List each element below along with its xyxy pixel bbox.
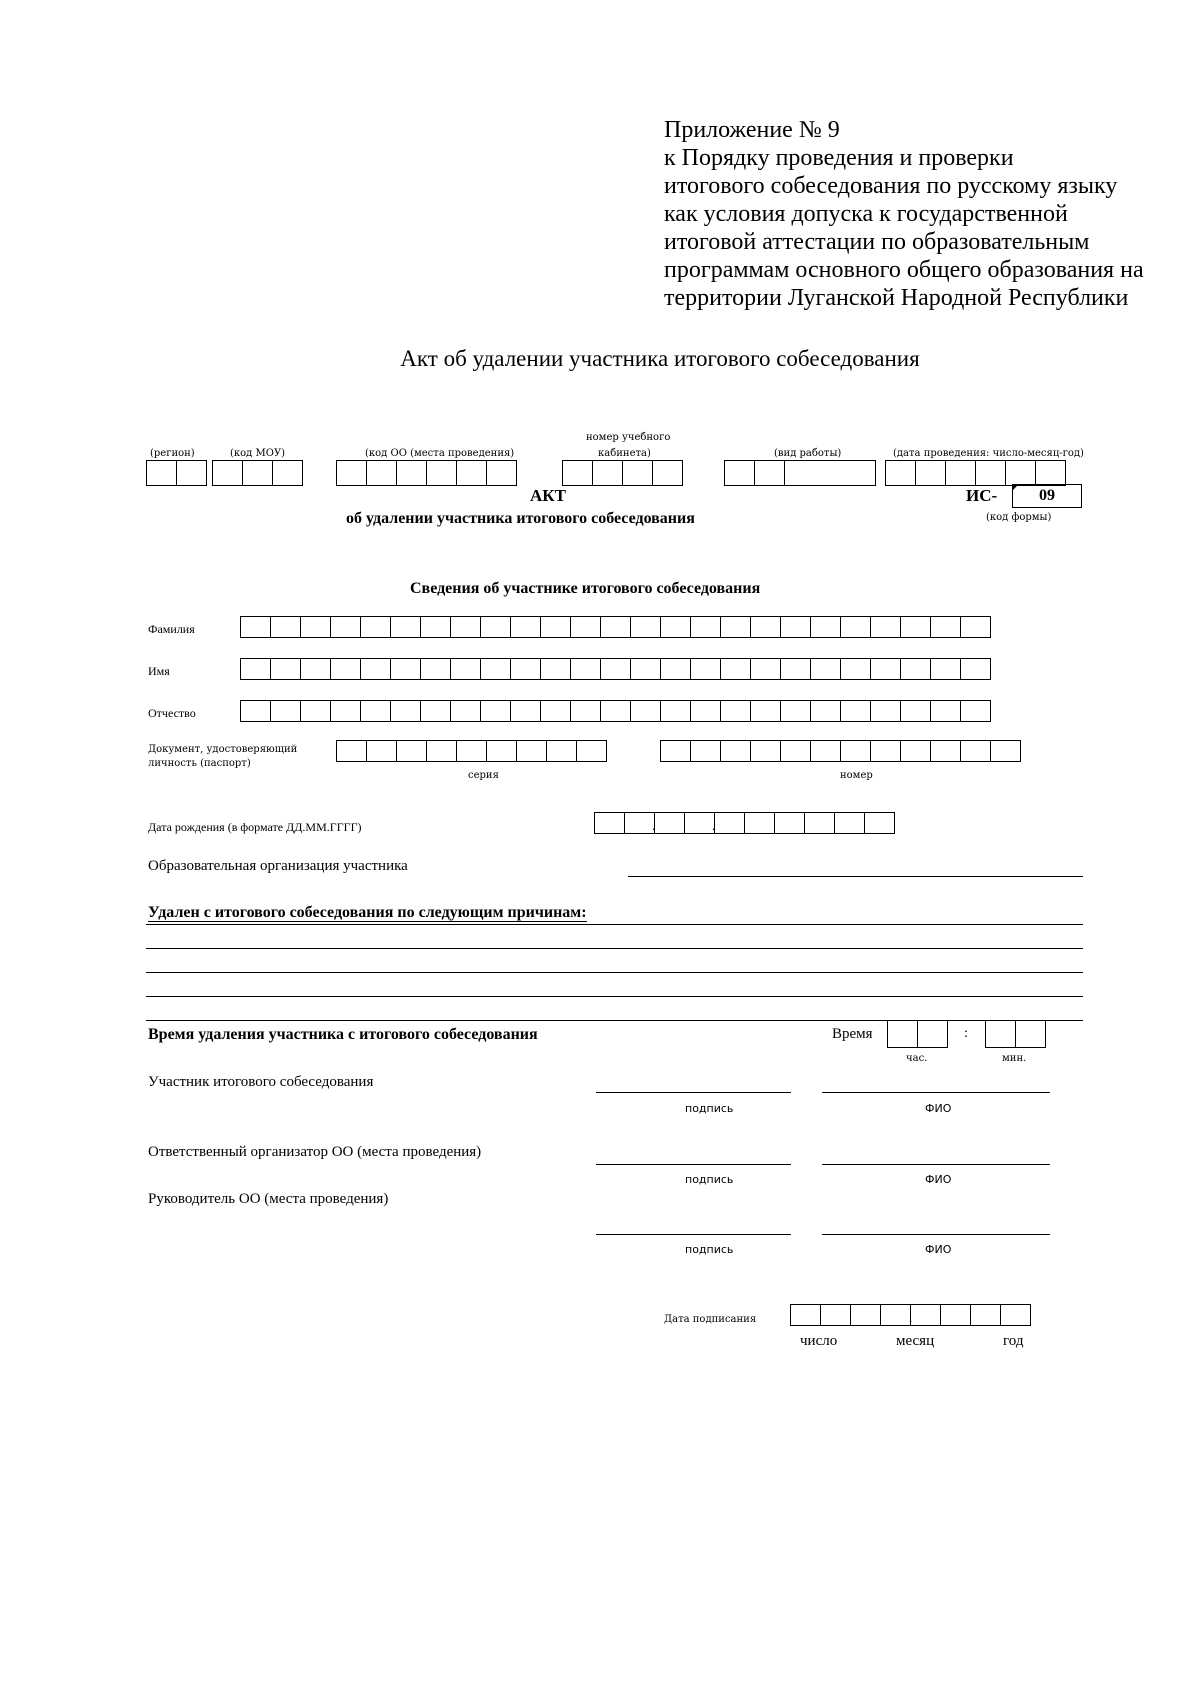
signing-date-label: Дата подписания [664,1314,757,1325]
character-cell[interactable] [426,740,457,762]
character-cell[interactable] [300,616,331,638]
character-cell[interactable] [390,616,421,638]
organizer-fio-line[interactable] [822,1164,1050,1165]
character-cell[interactable] [870,616,901,638]
character-cell[interactable] [930,658,961,680]
birth-date-boxes[interactable]: . . [594,812,894,834]
character-cell[interactable] [750,700,781,722]
character-cell[interactable] [960,658,991,680]
number-caption: номер [840,770,873,781]
appendix-line: территории Луганской Народной Республики [664,285,1129,311]
character-cell[interactable] [480,700,511,722]
mou-boxes[interactable] [212,460,302,486]
appendix-line: итогового собеседования по русскому языку [664,173,1118,199]
character-cell[interactable] [630,616,661,638]
room-boxes[interactable] [562,460,682,486]
character-cell[interactable] [690,740,721,762]
signature-caption: подпись [685,1243,734,1256]
character-cell[interactable] [396,740,427,762]
reason-line[interactable] [146,996,1083,997]
minutes-caption: мин. [1002,1053,1027,1064]
birth-date-label: Дата рождения (в формате ДД.ММ.ГГГГ) [148,820,362,834]
surname-boxes[interactable] [240,616,990,638]
patronymic-label: Отчество [148,706,196,720]
removal-time-title: Время удаления участника с итогового собеседования [148,1026,538,1043]
oo-boxes[interactable] [336,460,516,486]
character-cell[interactable] [546,740,577,762]
character-cell[interactable] [960,616,991,638]
appendix-line: как условия допуска к государственной [664,201,1068,227]
character-cell[interactable] [870,658,901,680]
character-cell[interactable] [930,700,961,722]
head-signature-line[interactable] [596,1234,791,1235]
character-cell[interactable] [330,616,361,638]
character-cell[interactable] [870,700,901,722]
organization-line[interactable] [628,876,1083,877]
character-cell[interactable] [600,658,631,680]
character-cell[interactable] [900,740,931,762]
character-cell[interactable] [780,700,811,722]
character-cell[interactable] [330,658,361,680]
character-cell[interactable] [270,658,301,680]
participant-section-title: Сведения об участнике итогового собеседования [410,580,761,597]
character-cell[interactable] [420,616,451,638]
appendix-block [664,116,1184,312]
appendix-line: к Порядку проведения и проверки [664,145,1014,171]
character-cell[interactable] [930,740,961,762]
form-code-corner-mark [1012,484,1019,491]
character-cell[interactable] [720,740,751,762]
character-cell[interactable] [450,658,481,680]
form-code-caption: (код формы) [986,512,1052,523]
name-boxes[interactable] [240,658,990,680]
character-cell[interactable] [420,700,451,722]
fio-caption: ФИО [925,1173,952,1186]
character-cell[interactable] [420,658,451,680]
character-cell[interactable] [810,740,841,762]
character-cell[interactable] [720,616,751,638]
organization-label: Образовательная организация участника [148,858,408,874]
character-cell[interactable] [240,616,271,638]
region-boxes[interactable] [146,460,206,486]
appendix-line: Приложение № 9 [664,117,840,143]
time-label: Время [832,1026,873,1042]
character-cell[interactable] [750,658,781,680]
character-cell[interactable] [690,616,721,638]
hours-caption: час. [906,1053,928,1064]
time-colon: : [964,1026,968,1041]
character-cell[interactable] [480,658,511,680]
character-cell[interactable] [570,658,601,680]
character-cell[interactable] [780,740,811,762]
character-cell[interactable] [780,616,811,638]
character-cell[interactable] [810,658,841,680]
organizer-signature-label: Ответственный организатор ОО (места проведения) [148,1144,482,1160]
form-code: 09 [1039,487,1055,504]
character-cell[interactable] [360,700,391,722]
surname-label: Фамилия [148,622,195,636]
character-cell[interactable] [930,616,961,638]
character-cell[interactable] [750,616,781,638]
character-cell[interactable] [660,740,691,762]
character-cell[interactable] [510,658,541,680]
character-cell[interactable] [360,616,391,638]
character-cell[interactable] [720,700,751,722]
character-cell[interactable] [900,658,931,680]
character-cell[interactable] [510,616,541,638]
reasons-title: Удален с итогового собеседования по следующим причинам: [148,904,587,921]
character-cell[interactable] [390,700,421,722]
character-cell[interactable] [570,700,601,722]
document-label-line1: Документ, удостоверяющий [148,744,298,755]
mou-caption: (код МОУ) [230,448,286,459]
character-cell[interactable] [840,740,871,762]
character-cell[interactable] [810,700,841,722]
character-cell[interactable] [750,740,781,762]
character-cell[interactable] [840,616,871,638]
appendix-line: итоговой аттестации по образовательным [664,229,1090,255]
character-cell[interactable] [840,658,871,680]
fio-caption: ФИО [925,1102,952,1115]
character-cell[interactable] [516,740,547,762]
passport-number-boxes[interactable] [660,740,1020,762]
character-cell[interactable] [630,700,661,722]
character-cell[interactable] [960,700,991,722]
signing-date-boxes[interactable]: . [790,1304,1030,1326]
character-cell[interactable] [780,658,811,680]
work-type-caption: (вид работы) [774,448,842,459]
character-cell[interactable] [450,616,481,638]
reason-line[interactable] [146,972,1083,973]
character-cell[interactable] [600,700,631,722]
character-cell[interactable] [540,616,571,638]
character-cell[interactable] [690,658,721,680]
reason-line[interactable] [146,924,1083,925]
region-caption: (регион) [150,448,195,459]
character-cell[interactable] [690,700,721,722]
character-cell[interactable] [456,740,487,762]
minutes-boxes[interactable] [985,1020,1045,1048]
character-cell[interactable] [336,740,367,762]
character-cell[interactable] [810,616,841,638]
organizer-signature-line[interactable] [596,1164,791,1165]
form-prefix: ИС- [966,486,998,505]
character-cell[interactable] [570,616,601,638]
character-cell[interactable] [240,658,271,680]
character-cell[interactable] [360,658,391,680]
date-caption: (дата проведения: число-месяц-год) [893,448,1084,459]
document-title: Акт об удалении участника итогового собеседования [400,346,920,371]
date-boxes[interactable] [885,460,1065,486]
participant-signature-line[interactable] [596,1092,791,1093]
act-subheading: об удалении участника итогового собеседования [346,510,695,527]
participant-signature-label: Участник итогового собеседования [148,1074,374,1090]
appendix-line: программам основного общего образования на [664,257,1144,283]
character-cell[interactable] [576,740,607,762]
signing-year-caption: год [1003,1333,1024,1349]
hours-boxes[interactable] [887,1020,947,1048]
character-cell[interactable] [450,700,481,722]
signing-month-caption: месяц [896,1333,935,1349]
head-fio-line[interactable] [822,1234,1050,1235]
character-cell[interactable] [870,740,901,762]
reason-line[interactable] [146,948,1083,949]
character-cell[interactable] [480,616,511,638]
character-cell[interactable] [900,700,931,722]
room-caption-line2: кабинета) [598,448,651,459]
character-cell[interactable] [486,740,517,762]
character-cell[interactable] [366,740,397,762]
character-cell[interactable] [900,616,931,638]
character-cell[interactable] [390,658,421,680]
character-cell[interactable] [960,740,991,762]
character-cell[interactable] [270,616,301,638]
character-cell[interactable] [300,700,331,722]
passport-series-boxes[interactable] [336,740,606,762]
character-cell[interactable] [840,700,871,722]
oo-caption: (код ОО (места проведения) [365,448,515,459]
character-cell[interactable] [270,700,301,722]
character-cell[interactable] [990,740,1021,762]
document-label-line2: личность (паспорт) [148,758,251,769]
character-cell[interactable] [720,658,751,680]
room-caption-line1: номер учебного [586,432,671,443]
patronymic-boxes[interactable] [240,700,990,722]
character-cell[interactable] [540,658,571,680]
character-cell[interactable] [630,658,661,680]
form-code-box [1012,484,1081,508]
character-cell[interactable] [300,658,331,680]
participant-fio-line[interactable] [822,1092,1050,1093]
fio-caption: ФИО [925,1243,952,1256]
character-cell[interactable] [510,700,541,722]
signature-caption: подпись [685,1102,734,1115]
signature-caption: подпись [685,1173,734,1186]
character-cell[interactable] [330,700,361,722]
character-cell[interactable] [660,658,691,680]
character-cell[interactable] [240,700,271,722]
signing-day-caption: число [800,1333,838,1349]
work-type-boxes[interactable] [724,460,875,486]
name-label: Имя [148,664,170,678]
character-cell[interactable] [600,616,631,638]
character-cell[interactable] [540,700,571,722]
series-caption: серия [468,770,499,781]
act-heading: АКТ [530,486,566,505]
character-cell[interactable] [660,616,691,638]
character-cell[interactable] [660,700,691,722]
head-signature-label: Руководитель ОО (места проведения) [148,1191,389,1207]
